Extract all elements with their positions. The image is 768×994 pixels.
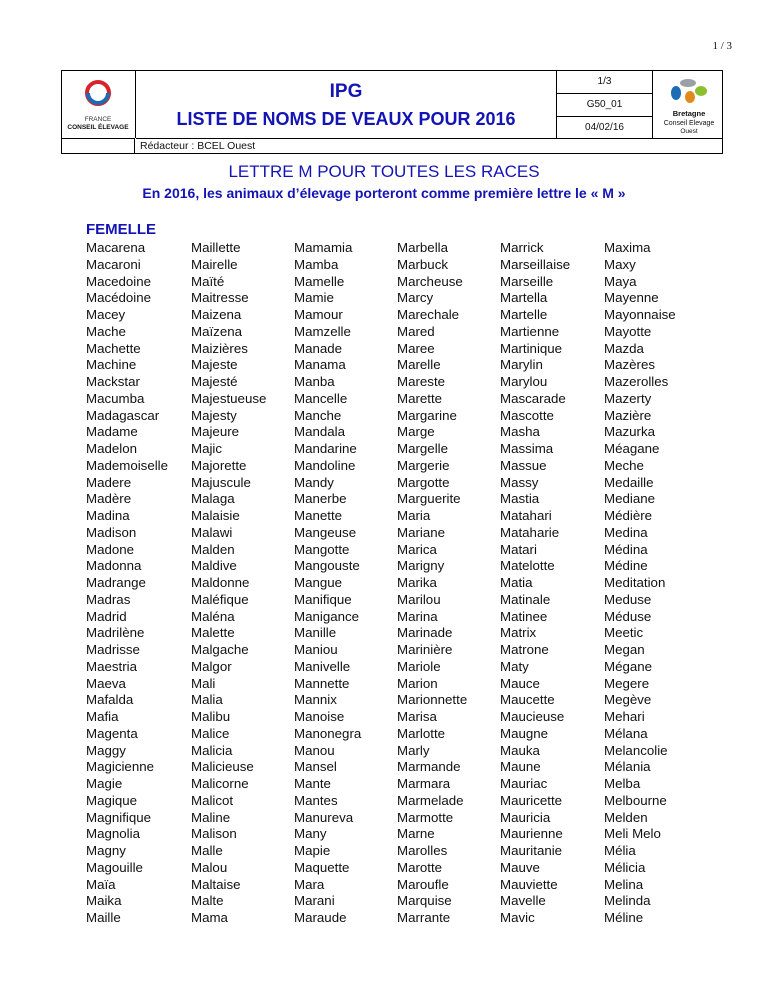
name-item: Matinale	[500, 591, 551, 607]
name-item: Maroufle	[397, 876, 449, 892]
name-item: Mazerolles	[604, 374, 669, 389]
name-item: Marechale	[397, 307, 460, 322]
name-item: Mache	[86, 323, 126, 339]
name-item: Megere	[604, 675, 650, 691]
name-item: Marge	[397, 424, 435, 440]
name-item: Matia	[500, 575, 533, 590]
name-item: Maizena	[191, 307, 242, 322]
name-item: Majic	[191, 441, 223, 456]
name-item: Marmara	[397, 776, 451, 791]
name-item: Malgor	[191, 658, 232, 674]
name-item: Maline	[191, 809, 231, 825]
name-item: Macédoine	[86, 290, 152, 306]
name-item: Medaille	[604, 474, 654, 490]
name-item: Manille	[294, 625, 337, 641]
name-item: Mara	[294, 876, 325, 892]
name-item: Manche	[294, 407, 342, 423]
name-item: Mamour	[294, 307, 343, 322]
name-item: Marinade	[397, 625, 453, 641]
name-item: Mayenne	[604, 290, 659, 306]
title-list: LISTE DE NOMS DE VEAUX POUR 2016	[176, 109, 516, 129]
name-item: Manureva	[294, 809, 354, 825]
section-title: LETTRE M POUR TOUTES LES RACES	[228, 162, 540, 181]
meta-code: G50_01	[557, 94, 652, 117]
name-item: Matrix	[500, 625, 537, 641]
name-item: Mapie	[294, 843, 331, 858]
name-item: Mazurka	[604, 424, 655, 440]
name-item: Mandoline	[294, 457, 356, 473]
name-item: Majesty	[191, 407, 237, 423]
bretagne-conseil-elevage-logo	[653, 71, 722, 138]
name-item: Malte	[191, 893, 224, 909]
name-item: Mannix	[294, 692, 337, 708]
name-item: Mandala	[294, 424, 346, 440]
name-item: Maune	[500, 759, 541, 775]
name-item: Madison	[86, 524, 137, 540]
name-item: Madras	[86, 591, 131, 607]
name-item: Mataharie	[500, 524, 560, 540]
name-item: Marette	[397, 390, 443, 406]
name-item: Marseille	[500, 273, 554, 289]
name-item: Majestueuse	[191, 390, 267, 406]
name-item: Mascarade	[500, 390, 566, 406]
name-item: Mackstar	[86, 374, 140, 389]
title-ipg: IPG	[329, 81, 363, 102]
name-item: Macedoine	[86, 273, 152, 289]
name-item: Maïté	[191, 273, 225, 289]
name-item: Magenta	[86, 725, 138, 741]
redacteur: Rédacteur : BCEL Ouest	[136, 138, 722, 153]
name-item: Massy	[500, 474, 539, 490]
name-item: Marmande	[397, 759, 461, 775]
name-item: Mascotte	[500, 407, 554, 423]
name-item: Margotte	[397, 474, 450, 490]
header-corner	[62, 138, 135, 153]
name-item: Maraude	[294, 910, 347, 925]
name-item: Malette	[191, 625, 235, 641]
meta-date: 04/02/16	[585, 122, 624, 133]
name-item: Maucieuse	[500, 709, 565, 724]
name-item: Mazères	[604, 357, 655, 373]
document-header	[61, 70, 723, 154]
name-item: Maestria	[86, 658, 137, 674]
name-item: Massima	[500, 441, 554, 456]
name-item: Malicorne	[191, 776, 249, 791]
names-column-6	[604, 240, 676, 927]
name-item: Matelotte	[500, 558, 555, 574]
name-item: Maugne	[500, 725, 549, 741]
name-item: Maree	[397, 340, 435, 356]
name-item: Maucette	[500, 692, 555, 708]
name-item: Majuscule	[191, 474, 251, 490]
name-item: Machine	[86, 357, 137, 373]
name-item: Madelon	[86, 441, 138, 456]
name-item: Meli Melo	[604, 826, 661, 842]
name-item: Malgache	[191, 642, 249, 657]
name-item: Maquette	[294, 859, 350, 875]
name-item: Manette	[294, 508, 343, 523]
name-item: Malle	[191, 843, 223, 858]
names-column-4	[397, 240, 467, 927]
name-item: Mavelle	[500, 893, 546, 909]
name-item: Mariole	[397, 658, 441, 674]
name-item: Maillette	[191, 240, 241, 255]
name-item: Maldive	[191, 558, 237, 574]
name-item: Madrisse	[86, 642, 140, 657]
name-item: Mayotte	[604, 323, 652, 339]
name-item: Mauka	[500, 742, 540, 758]
name-item: Mamie	[294, 290, 334, 306]
name-item: Marlotte	[397, 725, 446, 741]
name-item: Marbuck	[397, 256, 448, 272]
meta-page: 1/3	[557, 71, 652, 94]
name-item: Mandy	[294, 474, 334, 490]
name-item: Marotte	[397, 859, 443, 875]
name-item: Mansel	[294, 759, 337, 775]
name-item: Marrick	[500, 240, 544, 255]
name-item: Mazda	[604, 340, 644, 356]
name-item: Maltaise	[191, 876, 241, 892]
name-item: Mama	[191, 910, 228, 925]
name-item: Magnolia	[86, 826, 140, 842]
name-item: Maria	[397, 508, 431, 523]
name-item: Maty	[500, 658, 529, 674]
logo-right-text-1: Bretagne	[672, 109, 706, 118]
name-item: Meche	[604, 457, 644, 473]
name-item: Malawi	[191, 524, 233, 540]
name-item: Maxy	[604, 256, 636, 272]
name-item: Malaga	[191, 491, 235, 507]
name-item: Marica	[397, 541, 437, 557]
name-item: Majorette	[191, 457, 247, 473]
name-item: Marylin	[500, 357, 543, 373]
name-item: Megan	[604, 642, 645, 657]
name-item: Marinière	[397, 642, 453, 657]
name-item: Mareste	[397, 374, 446, 389]
name-item: Martinique	[500, 340, 563, 356]
name-item: Mademoiselle	[86, 457, 169, 473]
name-item: Maïa	[86, 876, 116, 892]
name-item: Melden	[604, 809, 648, 825]
logo-right-text-2: Conseil Elevage	[663, 120, 715, 127]
name-item: Madonna	[86, 558, 142, 574]
name-item: Méagane	[604, 441, 660, 456]
name-item: Mauricia	[500, 809, 551, 825]
name-item: Mangotte	[294, 541, 350, 557]
name-item: Melina	[604, 876, 644, 892]
name-item: Marrante	[397, 910, 451, 925]
name-item: Magnifique	[86, 809, 152, 825]
name-item: Majeste	[191, 357, 238, 373]
name-item: Malou	[191, 859, 228, 875]
title-cell	[136, 71, 557, 138]
name-item: Maniou	[294, 642, 338, 657]
name-item: Malia	[191, 692, 223, 708]
name-item: Matahari	[500, 508, 552, 523]
name-item: Mazière	[604, 407, 652, 423]
names-column-5	[500, 240, 570, 927]
name-item: Macumba	[86, 390, 145, 406]
name-item: Mastia	[500, 491, 540, 507]
name-item: Malden	[191, 541, 235, 557]
name-item: Malice	[191, 725, 230, 741]
name-item: Malison	[191, 826, 237, 842]
name-item: Madère	[86, 491, 132, 507]
name-item: Madone	[86, 541, 135, 557]
name-item: Manoise	[294, 709, 345, 724]
name-item: Magicienne	[86, 759, 155, 775]
name-item: Marani	[294, 893, 335, 909]
name-item: Marelle	[397, 357, 441, 373]
name-item: Madere	[86, 474, 132, 490]
name-item: Méduse	[604, 608, 652, 624]
name-item: Mauce	[500, 675, 540, 691]
name-item: Mared	[397, 323, 435, 339]
name-item: Mangouste	[294, 558, 360, 574]
name-item: Marbella	[397, 240, 448, 255]
name-item: Mandarine	[294, 441, 357, 456]
name-item: Marseillaise	[500, 256, 571, 272]
name-item: Maxima	[604, 240, 651, 255]
name-item: Mélania	[604, 759, 651, 775]
name-item: Méline	[604, 910, 644, 925]
name-item: Marolles	[397, 843, 448, 858]
name-item: Maléna	[191, 608, 235, 624]
name-item: Marmotte	[397, 809, 454, 825]
name-item: Marina	[397, 608, 438, 624]
name-item: Maya	[604, 273, 637, 289]
name-item: Mauriac	[500, 776, 548, 791]
name-item: Margarine	[397, 407, 457, 423]
name-item: Marigny	[397, 558, 445, 574]
name-item: Melba	[604, 776, 641, 791]
name-item: Martella	[500, 290, 548, 306]
name-item: Machette	[86, 340, 141, 356]
name-item: Mauritanie	[500, 843, 563, 858]
name-item: Manifique	[294, 591, 352, 607]
logo-left-text-2: CONSEIL ÉLEVAGE	[67, 124, 129, 131]
name-item: Majesté	[191, 374, 238, 389]
name-item: Mediane	[604, 491, 656, 507]
name-item: Marika	[397, 575, 437, 590]
name-item: Mélicia	[604, 859, 646, 875]
name-item: Mehari	[604, 709, 645, 724]
name-item: Mauricette	[500, 792, 563, 808]
name-item: Mégane	[604, 658, 653, 674]
name-item: Margelle	[397, 441, 448, 456]
name-item: Macarena	[86, 240, 146, 255]
name-item: Marcheuse	[397, 273, 463, 289]
name-item: Megève	[604, 692, 652, 708]
name-item: Macey	[86, 307, 126, 322]
name-item: Mante	[294, 776, 331, 791]
name-item: Martelle	[500, 307, 548, 322]
name-item: Maeva	[86, 675, 126, 691]
name-item: Marion	[397, 675, 438, 691]
name-item: Manade	[294, 340, 343, 356]
name-item: Marguerite	[397, 491, 461, 507]
page-number: 1 / 3	[712, 40, 732, 52]
name-item: Magny	[86, 843, 126, 858]
name-item: Marylou	[500, 374, 548, 389]
name-item: Malicot	[191, 792, 234, 808]
name-item: Marcy	[397, 290, 434, 306]
name-item: Many	[294, 826, 327, 842]
name-item: Mariane	[397, 524, 446, 540]
name-item: Mélia	[604, 843, 636, 858]
name-item: Mamamia	[294, 240, 353, 255]
name-item: Maitresse	[191, 290, 249, 306]
logo-left-text-1: FRANCE	[84, 116, 112, 123]
name-item: Marne	[397, 826, 435, 842]
names-column-3	[294, 240, 361, 927]
name-item: Maika	[86, 893, 122, 909]
name-item: Mauve	[500, 859, 540, 875]
name-item: Mazerty	[604, 390, 652, 406]
name-item: Maggy	[86, 742, 126, 758]
name-item: Mancelle	[294, 390, 348, 406]
name-item: Manonegra	[294, 725, 362, 741]
name-item: Magie	[86, 776, 123, 791]
name-item: Madame	[86, 424, 138, 440]
name-item: Mayonnaise	[604, 307, 676, 322]
name-item: Mavic	[500, 910, 535, 925]
names-column-1	[86, 240, 168, 927]
name-item: Melbourne	[604, 792, 667, 808]
name-item: Mangeuse	[294, 524, 357, 540]
name-item: Mamelle	[294, 273, 345, 289]
name-item: Marly	[397, 742, 430, 758]
name-item: Macaroni	[86, 256, 141, 272]
name-item: Mélana	[604, 725, 648, 741]
subtitle: En 2016, les animaux d’élevage porteront comme première lettre le « M »	[142, 185, 626, 201]
name-item: Madrilène	[86, 625, 145, 641]
name-item: Marilou	[397, 591, 441, 607]
name-item: Mafia	[86, 709, 119, 724]
category-heading: FEMELLE	[86, 221, 156, 238]
name-item: Maurienne	[500, 826, 563, 842]
name-item: Melancolie	[604, 742, 668, 758]
name-item: Manba	[294, 374, 335, 389]
name-item: Matari	[500, 541, 537, 557]
logo-right-text-3: Ouest	[680, 128, 698, 135]
name-item: Medina	[604, 524, 648, 540]
name-item: Mauviette	[500, 876, 558, 892]
name-item: Massue	[500, 457, 547, 473]
name-item: Meetic	[604, 625, 644, 641]
name-item: Mafalda	[86, 692, 134, 708]
name-item: Malibu	[191, 709, 231, 724]
name-item: Maille	[86, 910, 121, 925]
name-item: Manou	[294, 742, 335, 758]
name-item: Manivelle	[294, 658, 351, 674]
name-item: Magouille	[86, 859, 143, 875]
name-item: Meduse	[604, 591, 652, 607]
name-item: Madagascar	[86, 407, 160, 423]
name-item: Marmelade	[397, 792, 464, 808]
name-item: Meditation	[604, 575, 666, 590]
name-item: Maïzena	[191, 323, 242, 339]
name-item: Maizières	[191, 340, 248, 356]
name-item: Madrange	[86, 575, 146, 590]
name-item: Malicia	[191, 742, 233, 758]
name-item: Mali	[191, 675, 216, 691]
name-item: Manigance	[294, 608, 360, 624]
name-item: Matinee	[500, 608, 548, 624]
name-item: Madina	[86, 508, 130, 523]
name-item: Malicieuse	[191, 759, 254, 775]
name-item: Médina	[604, 541, 648, 557]
name-item: Madrid	[86, 608, 127, 624]
name-item: Martienne	[500, 323, 560, 339]
name-item: Marquise	[397, 893, 452, 909]
name-item: Maléfique	[191, 591, 249, 607]
name-item: Malaisie	[191, 508, 240, 523]
name-item: Mantes	[294, 792, 338, 808]
meta-cells	[557, 71, 653, 138]
name-item: Majeure	[191, 424, 240, 440]
name-item: Marisa	[397, 709, 437, 724]
name-item: Marionnette	[397, 692, 468, 708]
name-item: Mairelle	[191, 256, 238, 272]
name-item: Masha	[500, 424, 540, 440]
names-column-2	[191, 240, 266, 927]
name-item: Mamzelle	[294, 323, 351, 339]
name-item: Matrone	[500, 642, 549, 657]
name-item: Melinda	[604, 893, 651, 909]
name-item: Margerie	[397, 457, 450, 473]
name-item: Manerbe	[294, 491, 347, 507]
name-item: Magique	[86, 792, 138, 808]
name-item: Médine	[604, 558, 648, 574]
name-item: Mangue	[294, 575, 343, 590]
name-item: Manama	[294, 357, 346, 373]
name-item: Maldonne	[191, 575, 250, 590]
name-item: Mamba	[294, 256, 339, 272]
name-item: Mannette	[294, 675, 350, 691]
name-item: Médière	[604, 508, 653, 523]
france-conseil-elevage-logo	[62, 71, 136, 138]
